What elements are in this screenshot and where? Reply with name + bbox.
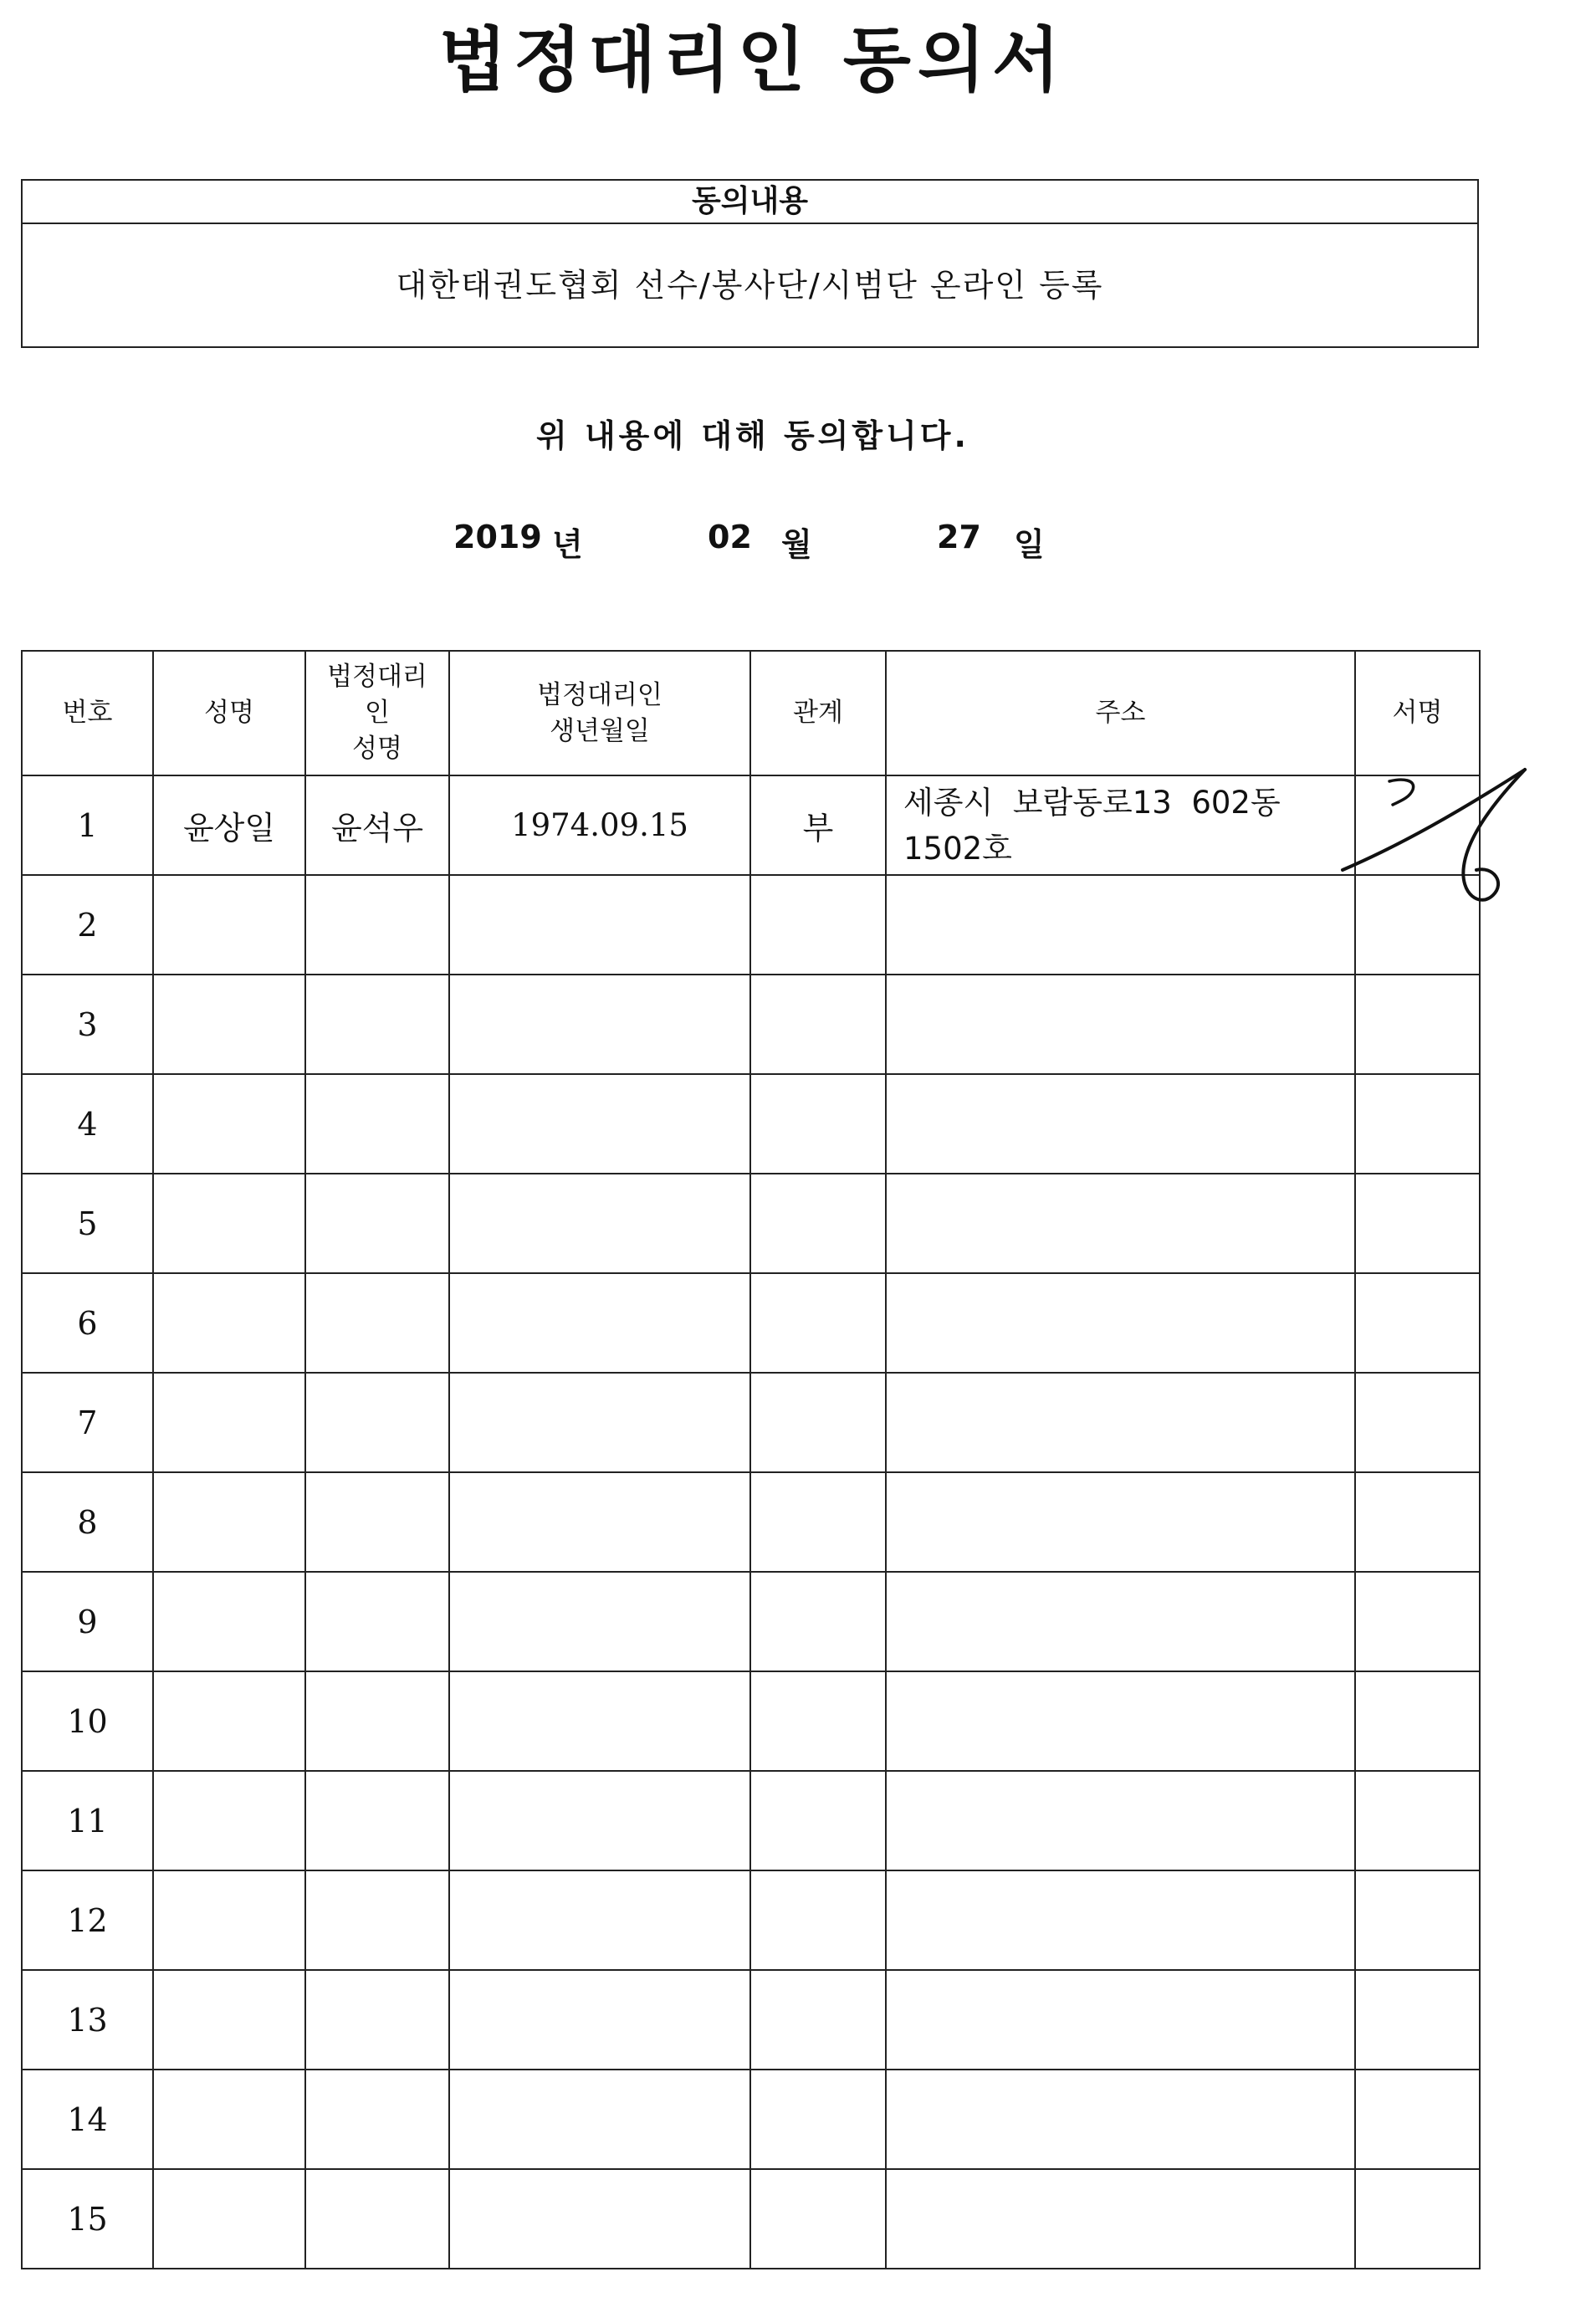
cell-name: 윤상일	[153, 775, 305, 875]
cell-guardian-name	[305, 1373, 449, 1472]
table-row	[22, 1472, 1480, 1572]
cell-signature	[1355, 1870, 1480, 1970]
cell-address	[886, 1771, 1355, 1870]
cell-guardian-name	[305, 1572, 449, 1671]
table-row	[22, 1572, 1480, 1671]
cell-address	[886, 1174, 1355, 1273]
cell-name	[153, 1771, 305, 1870]
cell-guardian-dob	[449, 1671, 750, 1771]
cell-guardian-dob	[449, 875, 750, 975]
cell-guardian-name	[305, 975, 449, 1074]
cell-number: 14	[22, 2070, 153, 2169]
cell-guardian-name: 윤석우	[305, 775, 449, 875]
cell-number: 5	[22, 1174, 153, 1273]
cell-relation	[750, 1373, 886, 1472]
cell-number: 9	[22, 1572, 153, 1671]
cell-signature	[1355, 1970, 1480, 2070]
cell-signature	[1355, 1771, 1480, 1870]
cell-guardian-name	[305, 1174, 449, 1273]
table-row	[22, 1273, 1480, 1373]
guardian-table	[21, 650, 1481, 2269]
handwritten-signature	[1326, 761, 1577, 920]
cell-guardian-dob	[449, 1771, 750, 1870]
cell-relation: 부	[750, 775, 886, 875]
cell-number: 7	[22, 1373, 153, 1472]
header-guardian-name-line-3: 성명	[352, 734, 402, 764]
cell-relation	[750, 1472, 886, 1572]
header-guardian-dob	[449, 651, 750, 775]
cell-address	[886, 1472, 1355, 1572]
cell-signature	[1355, 1074, 1480, 1174]
cell-signature	[1355, 1671, 1480, 1771]
cell-name	[153, 1870, 305, 1970]
table-row	[22, 875, 1480, 975]
cell-guardian-dob	[449, 1174, 750, 1273]
date-day: 27	[937, 519, 981, 555]
table-row	[22, 2169, 1480, 2269]
cell-number: 4	[22, 1074, 153, 1174]
cell-name	[153, 1572, 305, 1671]
cell-relation	[750, 1970, 886, 2070]
cell-address	[886, 775, 1355, 875]
header-guardian-name-line-1: 법정대리	[327, 662, 427, 692]
header-relation: 관계	[750, 651, 886, 775]
cell-address	[886, 875, 1355, 975]
cell-name	[153, 1970, 305, 2070]
cell-relation	[750, 2070, 886, 2169]
table-row	[22, 1671, 1480, 1771]
date-year-unit: 년	[552, 526, 583, 563]
cell-guardian-dob	[449, 975, 750, 1074]
cell-guardian-dob	[449, 1472, 750, 1572]
cell-relation	[750, 875, 886, 975]
cell-relation	[750, 2169, 886, 2269]
table-row	[22, 2070, 1480, 2169]
cell-guardian-name	[305, 1870, 449, 1970]
cell-guardian-name	[305, 2169, 449, 2269]
cell-relation	[750, 1671, 886, 1771]
cell-signature	[1355, 975, 1480, 1074]
cell-guardian-dob	[449, 1074, 750, 1174]
cell-guardian-dob	[449, 1970, 750, 2070]
date-day-unit: 일	[1014, 526, 1045, 563]
table-row	[22, 1870, 1480, 1970]
cell-address	[886, 1671, 1355, 1771]
cell-address	[886, 975, 1355, 1074]
table-row	[22, 975, 1480, 1074]
cell-name	[153, 1273, 305, 1373]
table-row	[22, 1970, 1480, 2070]
cell-name	[153, 1671, 305, 1771]
cell-guardian-name	[305, 1970, 449, 2070]
cell-number: 3	[22, 975, 153, 1074]
cell-guardian-name	[305, 875, 449, 975]
cell-guardian-dob	[449, 2070, 750, 2169]
cell-signature	[1355, 1373, 1480, 1472]
header-guardian-dob-line-2: 생년월일	[550, 715, 650, 746]
cell-relation	[750, 1074, 886, 1174]
cell-address	[886, 1074, 1355, 1174]
cell-address	[886, 1373, 1355, 1472]
cell-guardian-dob: 1974.09.15	[449, 775, 750, 875]
cell-number: 12	[22, 1870, 153, 1970]
cell-guardian-name	[305, 1472, 449, 1572]
cell-name	[153, 1472, 305, 1572]
cell-relation	[750, 1572, 886, 1671]
cell-name	[153, 1174, 305, 1273]
cell-address	[886, 1572, 1355, 1671]
page-title: 법정대리인 동의서	[438, 19, 1067, 101]
cell-signature	[1355, 1174, 1480, 1273]
header-address: 주소	[886, 651, 1355, 775]
cell-number: 1	[22, 775, 153, 875]
cell-relation	[750, 1273, 886, 1373]
table-header-row	[22, 651, 1480, 775]
cell-number: 2	[22, 875, 153, 975]
agreement-statement: 위 내용에 대해 동의합니다.	[536, 417, 969, 454]
address-line-2: 1502호	[903, 830, 1012, 867]
table-row	[22, 1074, 1480, 1174]
cell-guardian-name	[305, 2070, 449, 2169]
cell-name	[153, 2070, 305, 2169]
cell-relation	[750, 1870, 886, 1970]
cell-number: 13	[22, 1970, 153, 2070]
consent-header: 동의내용	[23, 181, 1477, 224]
cell-address	[886, 2070, 1355, 2169]
cell-guardian-name	[305, 1671, 449, 1771]
header-number: 번호	[22, 651, 153, 775]
cell-guardian-name	[305, 1273, 449, 1373]
cell-guardian-name	[305, 1074, 449, 1174]
table-row	[22, 1771, 1480, 1870]
table-row	[22, 775, 1480, 875]
cell-guardian-dob	[449, 1572, 750, 1671]
cell-name	[153, 975, 305, 1074]
cell-guardian-name	[305, 1771, 449, 1870]
cell-number: 15	[22, 2169, 153, 2269]
cell-signature	[1355, 1572, 1480, 1671]
cell-relation	[750, 1174, 886, 1273]
cell-number: 11	[22, 1771, 153, 1870]
date-month-unit: 월	[781, 526, 812, 563]
cell-name	[153, 1373, 305, 1472]
header-guardian-name	[305, 651, 449, 775]
cell-signature	[1355, 2169, 1480, 2269]
cell-relation	[750, 975, 886, 1074]
cell-signature	[1355, 1273, 1480, 1373]
cell-relation	[750, 1771, 886, 1870]
cell-guardian-dob	[449, 1373, 750, 1472]
cell-guardian-dob	[449, 1273, 750, 1373]
cell-number: 6	[22, 1273, 153, 1373]
cell-signature	[1355, 1472, 1480, 1572]
cell-signature	[1355, 2070, 1480, 2169]
table-row	[22, 1174, 1480, 1273]
cell-address	[886, 2169, 1355, 2269]
cell-name	[153, 875, 305, 975]
table-row	[22, 1373, 1480, 1472]
cell-guardian-dob	[449, 2169, 750, 2269]
address-line-1: 세종시 보람동로13 602동	[903, 784, 1281, 821]
date-month: 02	[708, 519, 752, 555]
table-body	[22, 775, 1480, 2269]
header-signature: 서명	[1355, 651, 1480, 775]
header-guardian-name-line-2: 인	[365, 698, 390, 728]
header-guardian-dob-line-1: 법정대리인	[537, 679, 662, 710]
consent-box	[21, 179, 1479, 348]
date-year: 2019	[453, 519, 542, 555]
cell-address	[886, 1273, 1355, 1373]
header-name: 성명	[153, 651, 305, 775]
cell-name	[153, 2169, 305, 2269]
cell-guardian-dob	[449, 1870, 750, 1970]
cell-number: 10	[22, 1671, 153, 1771]
cell-number: 8	[22, 1472, 153, 1572]
cell-name	[153, 1074, 305, 1174]
cell-address	[886, 1970, 1355, 2070]
consent-content: 대한태권도협회 선수/봉사단/시범단 온라인 등록	[396, 267, 1104, 304]
cell-address	[886, 1870, 1355, 1970]
